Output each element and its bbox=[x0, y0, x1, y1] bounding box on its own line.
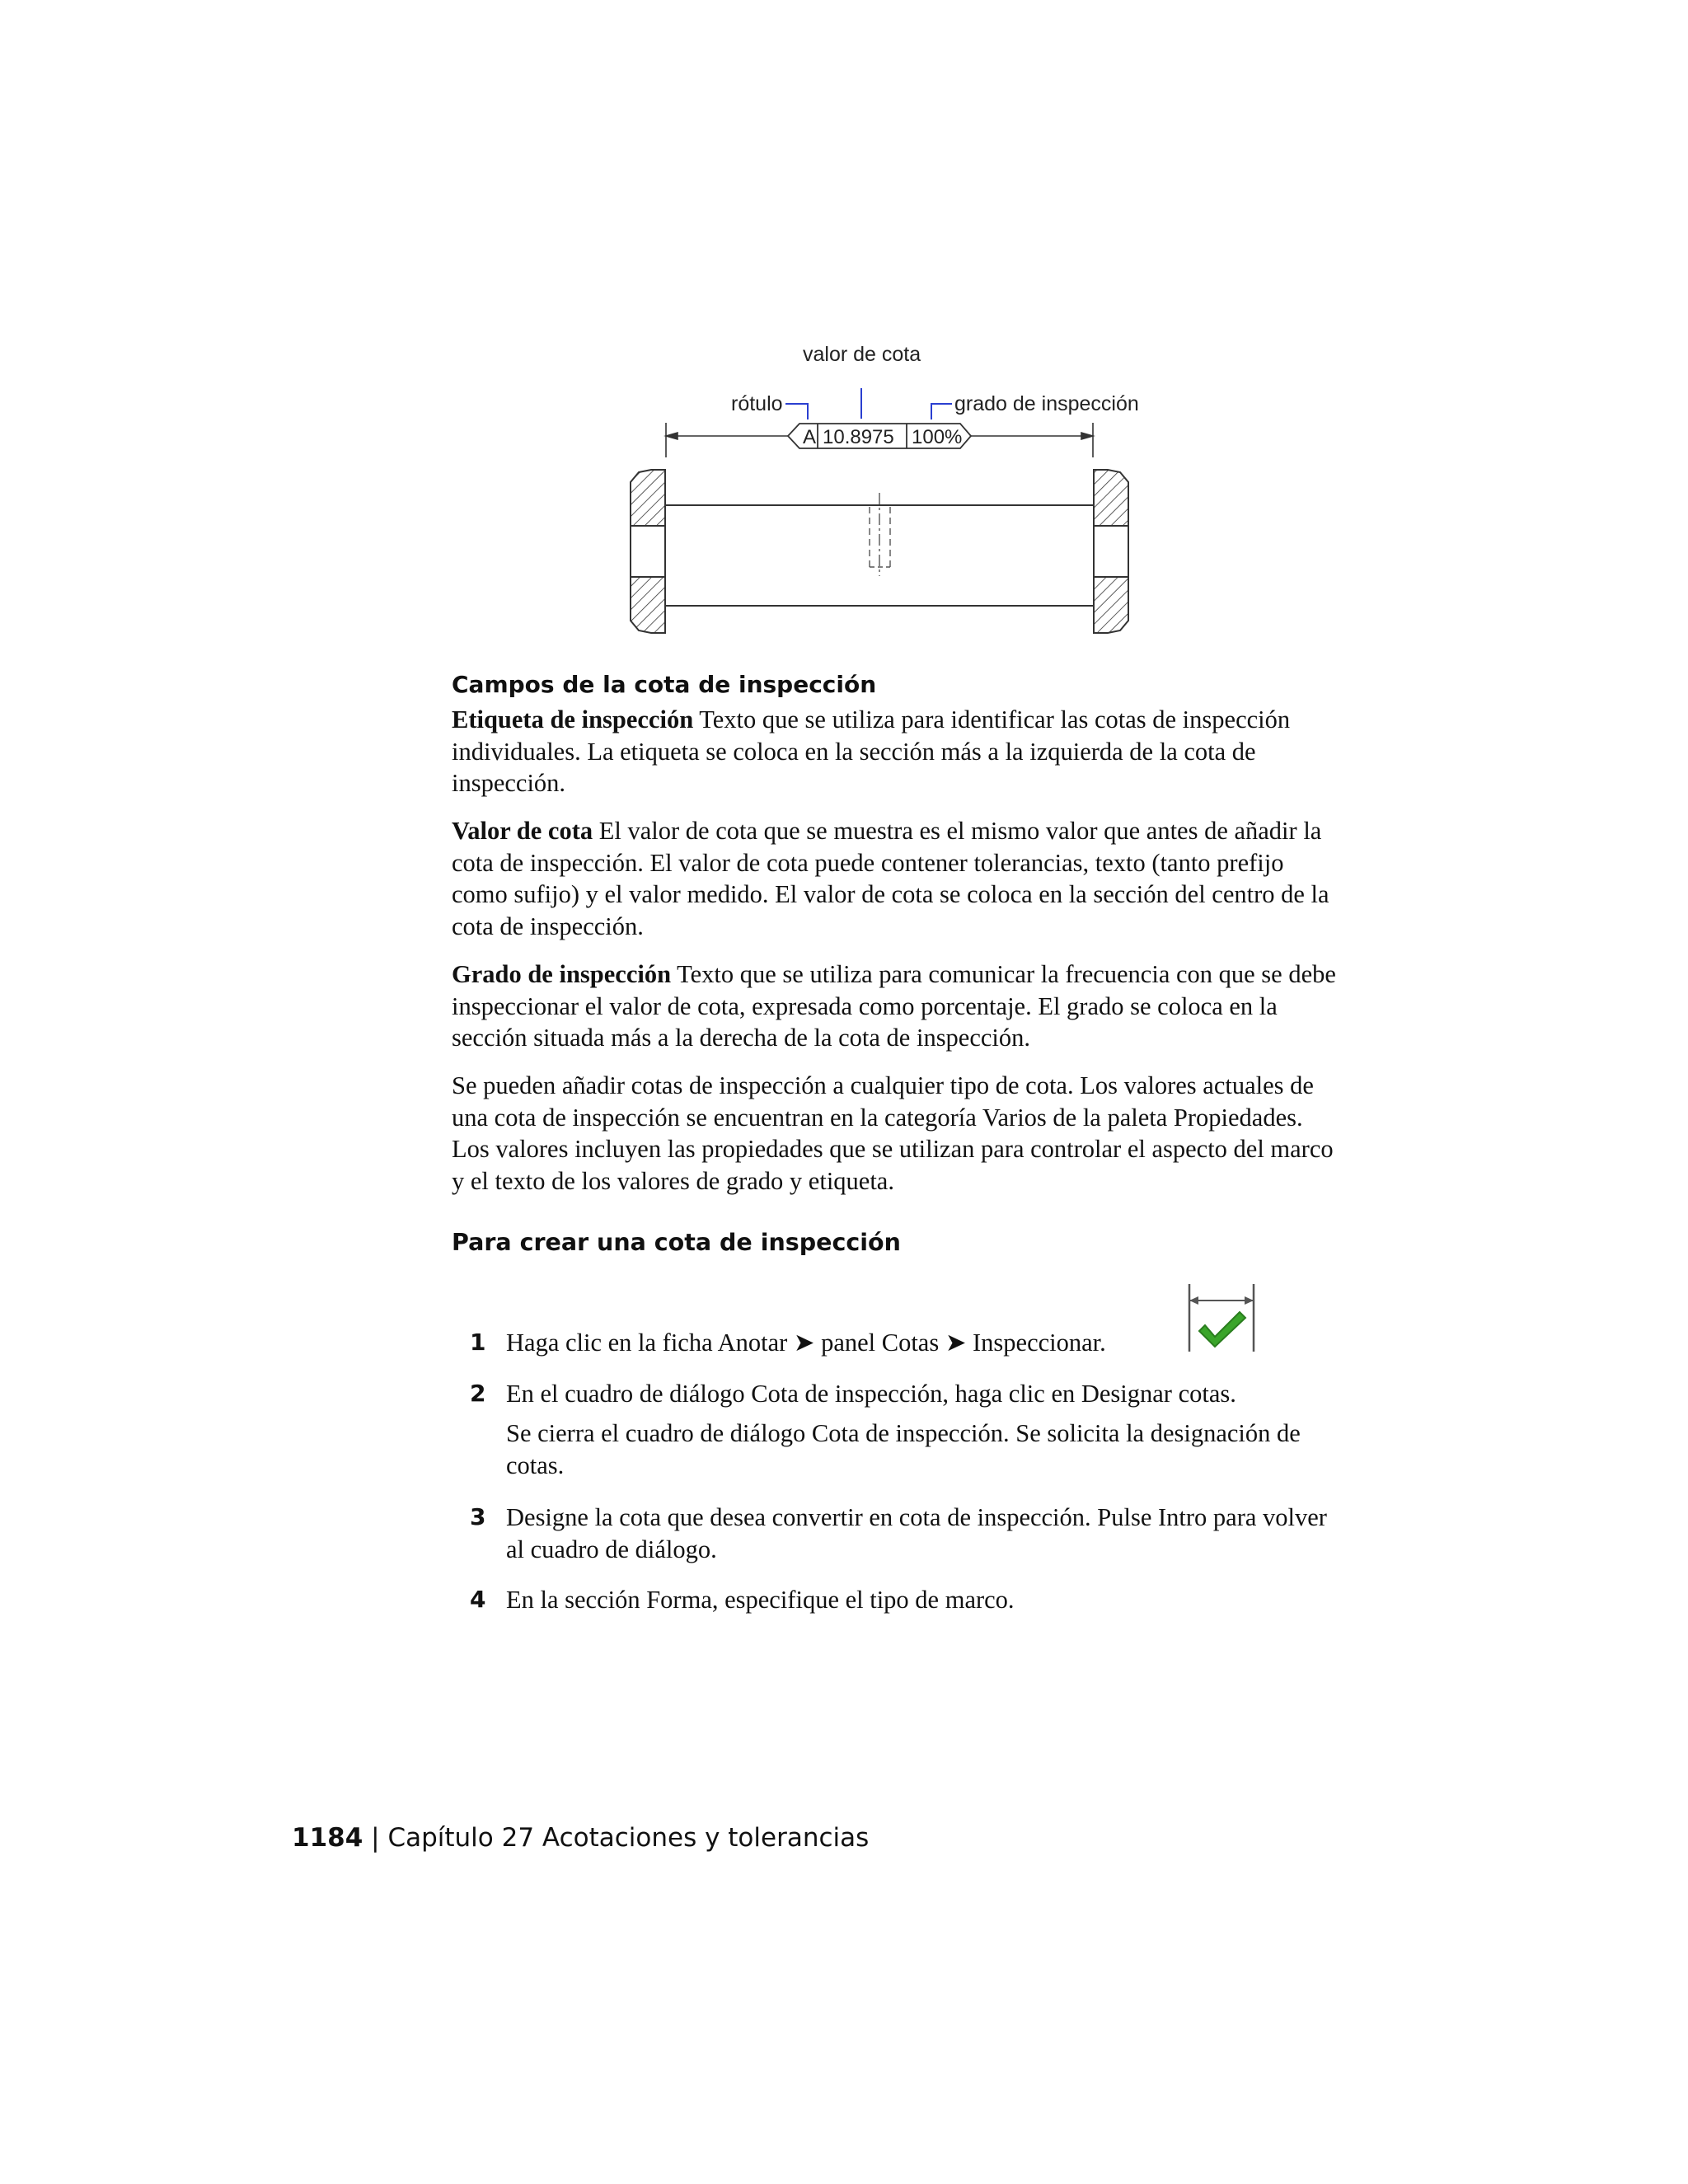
left-flange bbox=[631, 470, 665, 633]
label-inspection-rate: grado de inspección bbox=[954, 392, 1139, 415]
label-dimension-value: valor de cota bbox=[803, 343, 921, 366]
definition-term: Valor de cota bbox=[452, 817, 593, 845]
step-number: 1 bbox=[470, 1329, 486, 1356]
page-footer bbox=[292, 1823, 869, 1853]
frame-rate-text: 100% bbox=[912, 426, 963, 448]
paragraph-text: Se pueden añadir cotas de inspección a cualquier tipo de cota. Los valores actuales de una cota de inspección se encuentran en la categoría Varios de la paleta Propiedades. Los valores incluyen las propiedades que se utilizan para controlar el aspecto del marco y el texto de los valores de grado y etiqueta. bbox=[452, 1071, 1334, 1195]
frame-value-text: 10.8975 bbox=[823, 426, 894, 448]
step-2-result: Se cierra el cuadro de diálogo Cota de inspección. Se solicita la designación de cotas. bbox=[506, 1419, 1301, 1479]
definition-term: Etiqueta de inspección bbox=[452, 705, 694, 733]
label-tag: rótulo bbox=[731, 392, 783, 415]
definition-dimension-value bbox=[452, 815, 1342, 942]
section-heading: Campos de la cota de inspección bbox=[452, 671, 877, 698]
step-number: 2 bbox=[470, 1380, 486, 1407]
definition-text: Texto que se utiliza para identificar las cotas de inspección individuales. La etiqueta se coloca en la sección más a la izquierda de la cota de inspección. bbox=[452, 705, 1291, 797]
definition-inspection-label bbox=[452, 704, 1342, 799]
definition-term: Grado de inspección bbox=[452, 960, 672, 988]
step-text: En el cuadro de diálogo Cota de inspección, haga clic en Designar cotas. bbox=[506, 1380, 1236, 1408]
frame-tag-text: A bbox=[803, 426, 817, 448]
step-text: En la sección Forma, especifique el tipo de marco. bbox=[506, 1586, 1015, 1614]
page-number: 1184 bbox=[292, 1823, 363, 1853]
right-flange bbox=[1094, 470, 1128, 633]
inspection-dimension-figure bbox=[626, 334, 1154, 663]
step-text: Haga clic en la ficha Anotar ➤ panel Cotas ➤ Inspeccionar. bbox=[506, 1329, 1106, 1357]
procedure-heading: Para crear una cota de inspección bbox=[452, 1229, 901, 1256]
step-text: Designe la cota que desea convertir en cota de inspección. Pulse Intro para volver al cuadro de diálogo. bbox=[506, 1503, 1327, 1563]
definition-text: El valor de cota que se muestra es el mismo valor que antes de añadir la cota de inspección. El valor de cota puede contener tolerancias, texto (tanto prefijo como sufijo) y el valor medido. El valor de cota se coloca en la sección del centro de la cota de inspección. bbox=[452, 817, 1329, 940]
chapter-title: Capítulo 27 Acotaciones y tolerancias bbox=[387, 1823, 870, 1853]
body-paragraph bbox=[452, 1070, 1342, 1197]
definition-text: Texto que se utiliza para comunicar la frecuencia con que se debe inspeccionar el valor de cota, expresada como porcentaje. El grado se coloca en la sección situada más a la derecha de la cota de inspección. bbox=[452, 960, 1336, 1052]
step-number: 4 bbox=[470, 1586, 486, 1613]
inspection-dimension-drawing bbox=[626, 334, 1154, 663]
definition-inspection-rate bbox=[452, 958, 1342, 1054]
footer-separator: | bbox=[363, 1823, 388, 1853]
label-leaders bbox=[785, 388, 952, 419]
step-number: 3 bbox=[470, 1503, 486, 1530]
